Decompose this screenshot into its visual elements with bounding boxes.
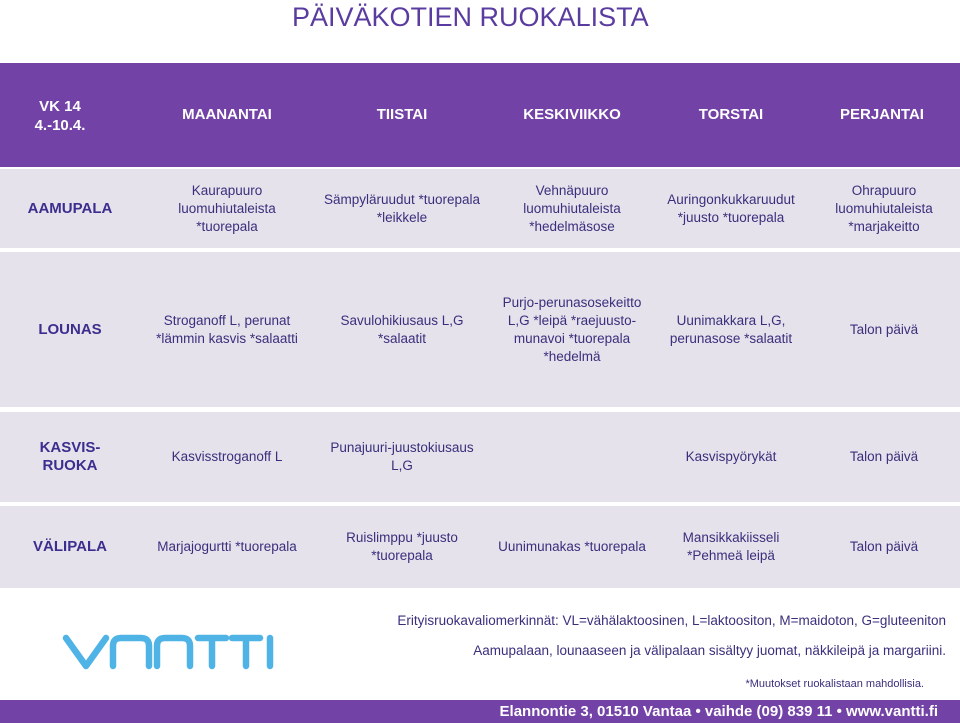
menu-line: L,G [391, 458, 413, 473]
row-label-breakfast [0, 200, 140, 218]
header-row [0, 63, 960, 167]
menu-line: Uunimunakas *tuorepala [498, 539, 646, 554]
menu-cell-vegetarian-tuesday [314, 412, 490, 502]
day-header-wednesday: KESKIVIIKKO [523, 106, 621, 123]
menu-cell-lunch-monday [140, 252, 314, 407]
menu-line: Talon päivä [849, 539, 919, 554]
page-title: PÄIVÄKOTIEN RUOKALISTA [292, 2, 649, 32]
menu-line: luomuhiutaleista [523, 200, 621, 216]
menu-line: Talon päivä [849, 449, 919, 464]
row-label-snack [0, 538, 140, 556]
menu-line: Ruislimppu *juusto [346, 530, 458, 545]
row-label-vegetarian [0, 439, 140, 475]
menu-cell-snack-thursday [654, 506, 808, 588]
menu-line: *salaatit [377, 330, 427, 346]
menu-line: *lämmin kasvis *salaatti [156, 330, 298, 346]
menu-cell-snack-friday [808, 506, 960, 588]
menu-line: Ohrapuuro [851, 182, 917, 198]
menu-line: Punajuuri-juustokiusaus [330, 440, 474, 455]
menu-line: Kasvispyörykät [685, 449, 777, 464]
menu-line: *tuorepala [196, 218, 258, 234]
menu-cell-lunch-tuesday [314, 252, 490, 407]
week-label [20, 97, 100, 135]
row-label-lunch [0, 321, 140, 339]
menu-line: *tuorepala [371, 548, 433, 563]
menu-line: Mansikkakiisseli [682, 530, 780, 545]
menu-line: Kasvisstroganoff L [171, 449, 283, 464]
menu-changes-note: *Muutokset ruokalistaan mahdollisia. [745, 678, 924, 690]
day-header-friday: PERJANTAI [840, 106, 924, 123]
menu-line: perunasose *salaatit [669, 330, 793, 346]
menu-line: Vehnäpuuro [535, 182, 609, 198]
menu-line: *hedelmäsose [529, 218, 615, 234]
menu-cell-snack-monday [140, 506, 314, 588]
menu-line: munavoi *tuorepala [513, 330, 631, 346]
row-label-line: RUOKA [42, 457, 98, 474]
menu-line: Talon päivä [849, 321, 919, 337]
menu-line: Uunimakkara L,G, [676, 312, 786, 328]
menu-cell-vegetarian-friday [808, 412, 960, 502]
menu-cell-breakfast-tuesday [314, 169, 490, 248]
week-dates: 4.-10.4. [34, 117, 86, 134]
diet-abbreviations-note: Erityisruokavaliomerkinnät: VL=vähälaktoosinen, L=laktoositon, M=maidoton, G=gluteeniton [397, 613, 946, 628]
menu-cell-snack-wednesday [490, 506, 654, 588]
day-header-tuesday: TIISTAI [376, 106, 428, 123]
menu-line: Sämpyläruudut *tuorepala [323, 191, 481, 207]
menu-cell-lunch-thursday [654, 252, 808, 407]
row-label-line: AAMUPALA [27, 199, 113, 217]
footer-bar [0, 700, 960, 723]
menu-cell-vegetarian-monday [140, 412, 314, 502]
menu-cell-lunch-wednesday [490, 252, 654, 407]
menu-cell-vegetarian-wednesday [490, 412, 654, 502]
menu-line: *marjakeitto [848, 218, 920, 234]
menu-cell-breakfast-friday [808, 169, 960, 248]
menu-line: Kaurapuuro [191, 182, 263, 198]
menu-line: *juusto *tuorepala [677, 209, 785, 225]
row-label-line: VÄLIPALA [33, 538, 107, 555]
menu-line: luomuhiutaleista [178, 200, 276, 216]
menu-line: Marjajogurtti *tuorepala [157, 539, 297, 554]
day-header-thursday: TORSTAI [698, 106, 764, 123]
menu-cell-vegetarian-thursday [654, 412, 808, 502]
menu-line: Purjo-perunasosekeitto [502, 294, 642, 310]
vantti-logo [60, 630, 276, 672]
menu-line: *leikkele [376, 209, 428, 225]
menu-cell-breakfast-thursday [654, 169, 808, 248]
row-label-line: KASVIS- [39, 439, 101, 456]
menu-line: Savulohikiusaus L,G [340, 312, 464, 328]
footer-contact: Elannontie 3, 01510 Vantaa • vaihde (09) 839 11 • www.vantti.fi [499, 703, 938, 720]
menu-cell-lunch-friday [808, 252, 960, 407]
row-label-line: LOUNAS [38, 320, 102, 338]
menu-line: Auringonkukkaruudut [667, 191, 795, 207]
menu-cell-breakfast-monday [140, 169, 314, 248]
menu-line: *hedelmä [543, 348, 601, 364]
menu-line: L,G *leipä *raejuusto- [507, 312, 637, 328]
menu-line: luomuhiutaleista [835, 200, 933, 216]
menu-cell-snack-tuesday [314, 506, 490, 588]
included-items-note: Aamupalaan, lounaaseen ja välipalaan sisältyy juomat, näkkileipä ja margariini. [473, 643, 946, 658]
week-number: VK 14 [39, 98, 81, 115]
menu-line: Stroganoff L, perunat [163, 312, 291, 328]
menu-cell-breakfast-wednesday [490, 169, 654, 248]
day-header-monday: MAANANTAI [182, 106, 272, 123]
menu-line: *Pehmeä leipä [687, 548, 775, 563]
